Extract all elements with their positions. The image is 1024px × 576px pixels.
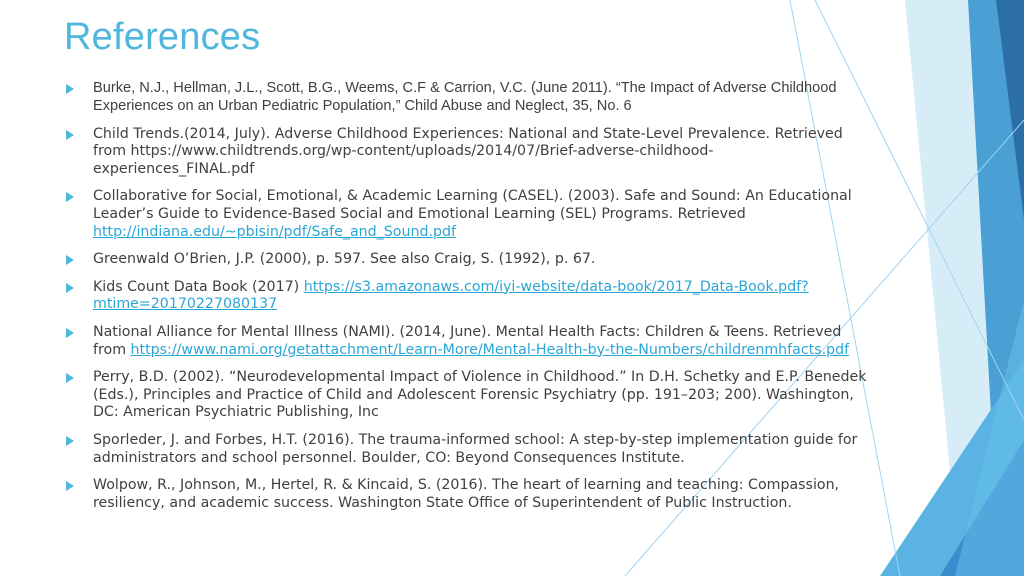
reference-link[interactable]: https://www.nami.org/getattachment/Learn-More/Mental-Health-by-the-Numbers/childrenmhfacts.pdf bbox=[130, 341, 850, 358]
reference-text: Greenwald O’Brien, J.P. (2000), p. 597. See also Craig, S. (1992), p. 67. bbox=[93, 251, 596, 268]
bullet-icon bbox=[66, 481, 74, 491]
reference-text: Sporleder, J. and Forbes, H.T. (2016). The trauma-informed school: A step-by-step implementation guide for administrators and school personnel. Boulder, CO: Beyond Consequences Institute. bbox=[93, 431, 858, 466]
reference-item bbox=[64, 126, 874, 179]
reference-text: Perry, B.D. (2002). “Neurodevelopmental Impact of Violence in Childhood.” In D.H. Schetky and E.P. Benedek (Eds.), Principles and Practice of Child and Adolescent Forensic Psychiatry (pp. 191–203; 200). Washington, DC: American Psychiatric Publishing, Inc bbox=[93, 369, 867, 421]
reference-text: Collaborative for Social, Emotional, & Academic Learning (CASEL). (2003). Safe and Sound: An Educational Leader’s Guide to Evidence-Based Social and Emotional Learning (SEL) Programs. Retrieved bbox=[93, 188, 852, 222]
bullet-icon bbox=[66, 436, 74, 446]
reference-link[interactable]: https://s3.amazonaws.com/iyi-website/data-book/2017_Data-Book.pdf?mtime=20170227080137 bbox=[93, 278, 809, 313]
bullet-icon bbox=[66, 84, 74, 94]
reference-text: Kids Count Data Book (2017) bbox=[93, 278, 300, 295]
reference-item bbox=[64, 477, 874, 512]
reference-item bbox=[64, 279, 874, 314]
bullet-icon bbox=[66, 130, 74, 140]
bullet-icon bbox=[66, 255, 74, 265]
reference-text: Wolpow, R., Johnson, M., Hertel, R. & Kincaid, S. (2016). The heart of learning and teaching: Compassion, resiliency, and academic success. Washington State Office of Superintendent of Public Instruction. bbox=[93, 477, 840, 511]
reference-item bbox=[64, 188, 874, 241]
bullet-icon bbox=[66, 283, 74, 293]
bullet-icon bbox=[66, 373, 74, 383]
references-list bbox=[64, 80, 874, 522]
reference-text: Child Trends.(2014, July). Adverse Childhood Experiences: National and State-Level Prevalence. Retrieved from https://www.childtrends.org/wp-content/uploads/2014/07/Brief-adverse-childhood-experiences_FINAL.pdf bbox=[93, 125, 843, 177]
reference-item bbox=[64, 432, 874, 467]
slide-title: References bbox=[64, 16, 261, 58]
reference-text: Burke, N.J., Hellman, J.L., Scott, B.G., Weems, C.F & Carrion, V.C. (June 2011). “The Impact of Adverse Childhood Experiences on an Urban Pediatric Population,” Child Abuse and Neglect, 35, No. 6 bbox=[93, 80, 837, 114]
bullet-icon bbox=[66, 192, 74, 202]
reference-item bbox=[64, 251, 874, 269]
reference-item bbox=[64, 80, 874, 116]
reference-item bbox=[64, 324, 874, 359]
reference-link[interactable]: http://indiana.edu/~pbisin/pdf/Safe_and_Sound.pdf bbox=[93, 223, 456, 240]
bullet-icon bbox=[66, 328, 74, 338]
reference-text: National Alliance for Mental Illness (NAMI). (2014, June). Mental Health Facts: Children & Teens. Retrieved from bbox=[93, 323, 842, 358]
reference-item bbox=[64, 369, 874, 422]
